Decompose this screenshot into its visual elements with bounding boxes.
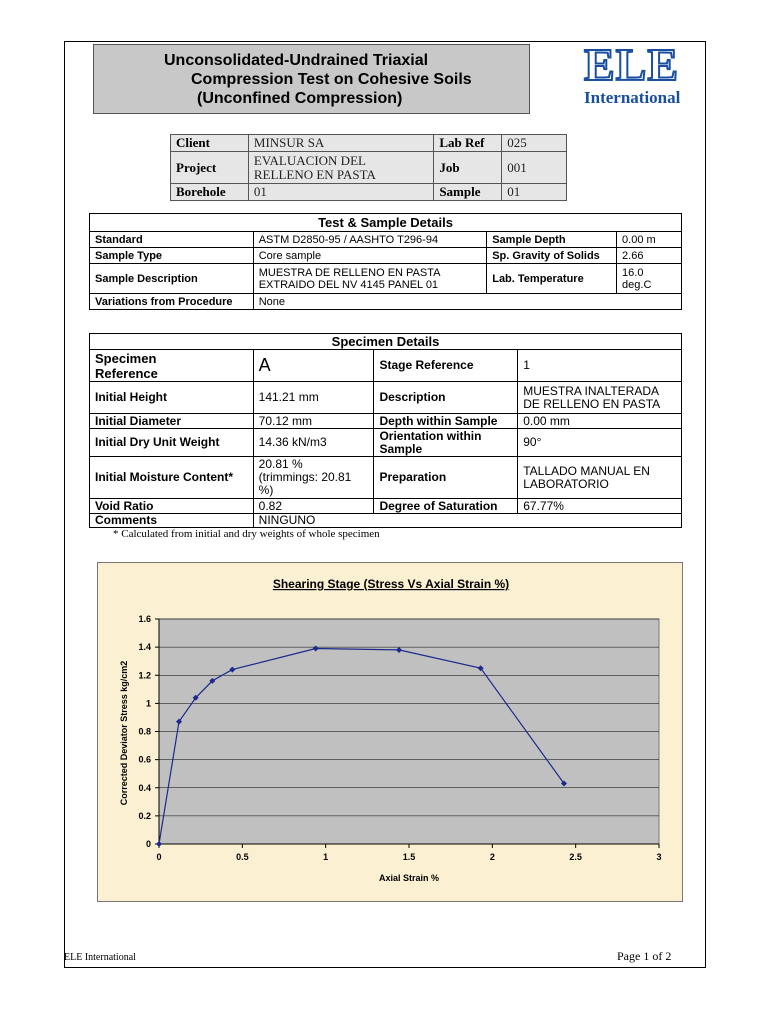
footer-company: ELE International [64, 952, 136, 963]
y-tick-label: 0.6 [138, 754, 151, 765]
sample-type-label: Sample Type [90, 248, 254, 264]
ele-logo [584, 39, 706, 107]
sample-description-line-2: EXTRAIDO DEL NV 4145 PANEL 01 [258, 278, 439, 291]
y-tick-label: 1 [145, 698, 151, 709]
lab-temperature-label: Lab. Temperature [487, 264, 617, 294]
x-tick-label: 2.5 [569, 852, 582, 862]
y-tick-label: 0.4 [138, 782, 151, 793]
sample-depth-value: 0.00 m [617, 232, 682, 248]
y-tick-label: 1.4 [138, 642, 151, 653]
description-label: Description [374, 382, 518, 414]
initial-diameter-label: Initial Diameter [90, 414, 254, 429]
sample-type-value: Core sample [253, 248, 487, 264]
lab-temperature-value [617, 264, 682, 294]
sp-gravity-label: Sp. Gravity of Solids [487, 248, 617, 264]
y-tick-label: 0.8 [138, 726, 151, 737]
variations-value: None [253, 294, 681, 310]
standard-value: ASTM D2850-95 / AASHTO T296-94 [253, 232, 487, 248]
moisture-line-3: %) [258, 483, 274, 497]
lab-temperature-line-2: deg.C [622, 278, 652, 291]
moisture-content-value [253, 457, 374, 499]
depth-within-sample-value: 0.00 mm [518, 414, 682, 429]
stage-reference-value: 1 [518, 350, 682, 382]
job-value: 001 [502, 152, 567, 184]
x-tick-label: 3 [656, 852, 662, 862]
footer-page-number: Page 1 of 2 [617, 949, 672, 963]
title-line-1: Unconsolidated-Undrained Triaxial [164, 52, 429, 69]
standard-label: Standard [90, 232, 254, 248]
test-sample-details-table [89, 213, 682, 310]
specimen-details-table [89, 333, 682, 528]
logo-main-text: ELE [584, 39, 680, 90]
x-tick-label: 1.5 [402, 852, 416, 862]
client-info-table [170, 134, 567, 201]
x-tick-label: 1 [323, 852, 329, 862]
description-value [518, 382, 682, 414]
orientation-label-line-2: Sample [379, 441, 423, 456]
chart-x-axis-label: Axial Strain % [378, 873, 440, 883]
y-tick-label: 1.6 [138, 614, 151, 624]
description-line-2: DE RELLENO EN PASTA [523, 396, 661, 411]
chart-y-axis-label: Corrected Deviator Stress kg/cm2 [119, 660, 129, 806]
logo-sub-text: International [584, 88, 681, 107]
borehole-value: 01 [248, 184, 433, 201]
initial-height-value: 141.21 mm [253, 382, 374, 414]
moisture-line-1: 20.81 % [258, 457, 303, 471]
client-value: MINSUR SA [248, 135, 433, 152]
shearing-stage-chart [97, 562, 683, 902]
degree-of-saturation-value: 67.77% [518, 499, 682, 514]
orientation-label [374, 429, 518, 457]
report-title [93, 44, 530, 114]
title-line-2: Compression Test on Cohesive Soils [191, 71, 472, 88]
specimen-details-header: Specimen Details [90, 334, 682, 350]
initial-diameter-value: 70.12 mm [253, 414, 374, 429]
title-line-3: (Unconfined Compression) [197, 90, 403, 107]
y-tick-label: 0 [145, 839, 151, 849]
chart-svg [98, 563, 684, 903]
project-value [248, 152, 433, 184]
sample-value: 01 [502, 184, 567, 201]
test-details-header: Test & Sample Details [90, 214, 682, 232]
sp-gravity-value: 2.66 [617, 248, 682, 264]
degree-of-saturation-label: Degree of Saturation [374, 499, 518, 514]
lab-temperature-line-1: 16.0 [622, 266, 644, 279]
footnote: * Calculated from initial and dry weights of whole specimen [113, 528, 380, 540]
comments-value: NINGUNO [253, 514, 681, 528]
sample-depth-label: Sample Depth [487, 232, 617, 248]
chart-title: Shearing Stage (Stress Vs Axial Strain %) [272, 577, 510, 591]
project-line-2: RELLENO EN PASTA [253, 166, 376, 182]
sample-description-value [253, 264, 487, 294]
client-label: Client [171, 135, 249, 152]
preparation-value [518, 457, 682, 499]
specimen-reference-label [90, 350, 254, 382]
borehole-label: Borehole [171, 184, 249, 201]
specimen-reference-value: A [253, 350, 374, 382]
sample-description-label: Sample Description [90, 264, 254, 294]
void-ratio-label: Void Ratio [90, 499, 254, 514]
initial-height-label: Initial Height [90, 382, 254, 414]
sample-description-line-1: MUESTRA DE RELLENO EN PASTA [258, 266, 441, 279]
moisture-content-label: Initial Moisture Content* [90, 457, 254, 499]
specimen-reference-label-line-1: Specimen [95, 350, 157, 366]
orientation-value: 90° [518, 429, 682, 457]
preparation-line-1: TALLADO MANUAL EN [523, 463, 650, 478]
depth-within-sample-label: Depth within Sample [374, 414, 518, 429]
lab-ref-label: Lab Ref [434, 135, 502, 152]
job-label: Job [434, 152, 502, 184]
preparation-line-2: LABORATORIO [523, 476, 609, 491]
moisture-line-2: (trimmings: 20.81 [258, 470, 352, 484]
y-tick-label: 0.2 [138, 810, 151, 821]
y-tick-label: 1.2 [138, 670, 151, 681]
stage-reference-label: Stage Reference [374, 350, 518, 382]
preparation-label: Preparation [374, 457, 518, 499]
description-line-1: MUESTRA INALTERADA [523, 383, 660, 398]
comments-label: Comments [90, 514, 254, 528]
x-tick-label: 2 [489, 852, 495, 862]
x-tick-label: 0 [156, 852, 162, 862]
variations-label: Variations from Procedure [90, 294, 254, 310]
lab-ref-value: 025 [502, 135, 567, 152]
specimen-reference-label-line-2: Reference [95, 365, 158, 381]
dry-unit-weight-label: Initial Dry Unit Weight [90, 429, 254, 457]
project-line-1: EVALUACION DEL [253, 152, 366, 168]
dry-unit-weight-value: 14.36 kN/m3 [253, 429, 374, 457]
project-label: Project [171, 152, 249, 184]
void-ratio-value: 0.82 [253, 499, 374, 514]
x-tick-label: 0.5 [236, 852, 249, 862]
orientation-label-line-1: Orientation within [379, 428, 482, 443]
sample-label: Sample [434, 184, 502, 201]
